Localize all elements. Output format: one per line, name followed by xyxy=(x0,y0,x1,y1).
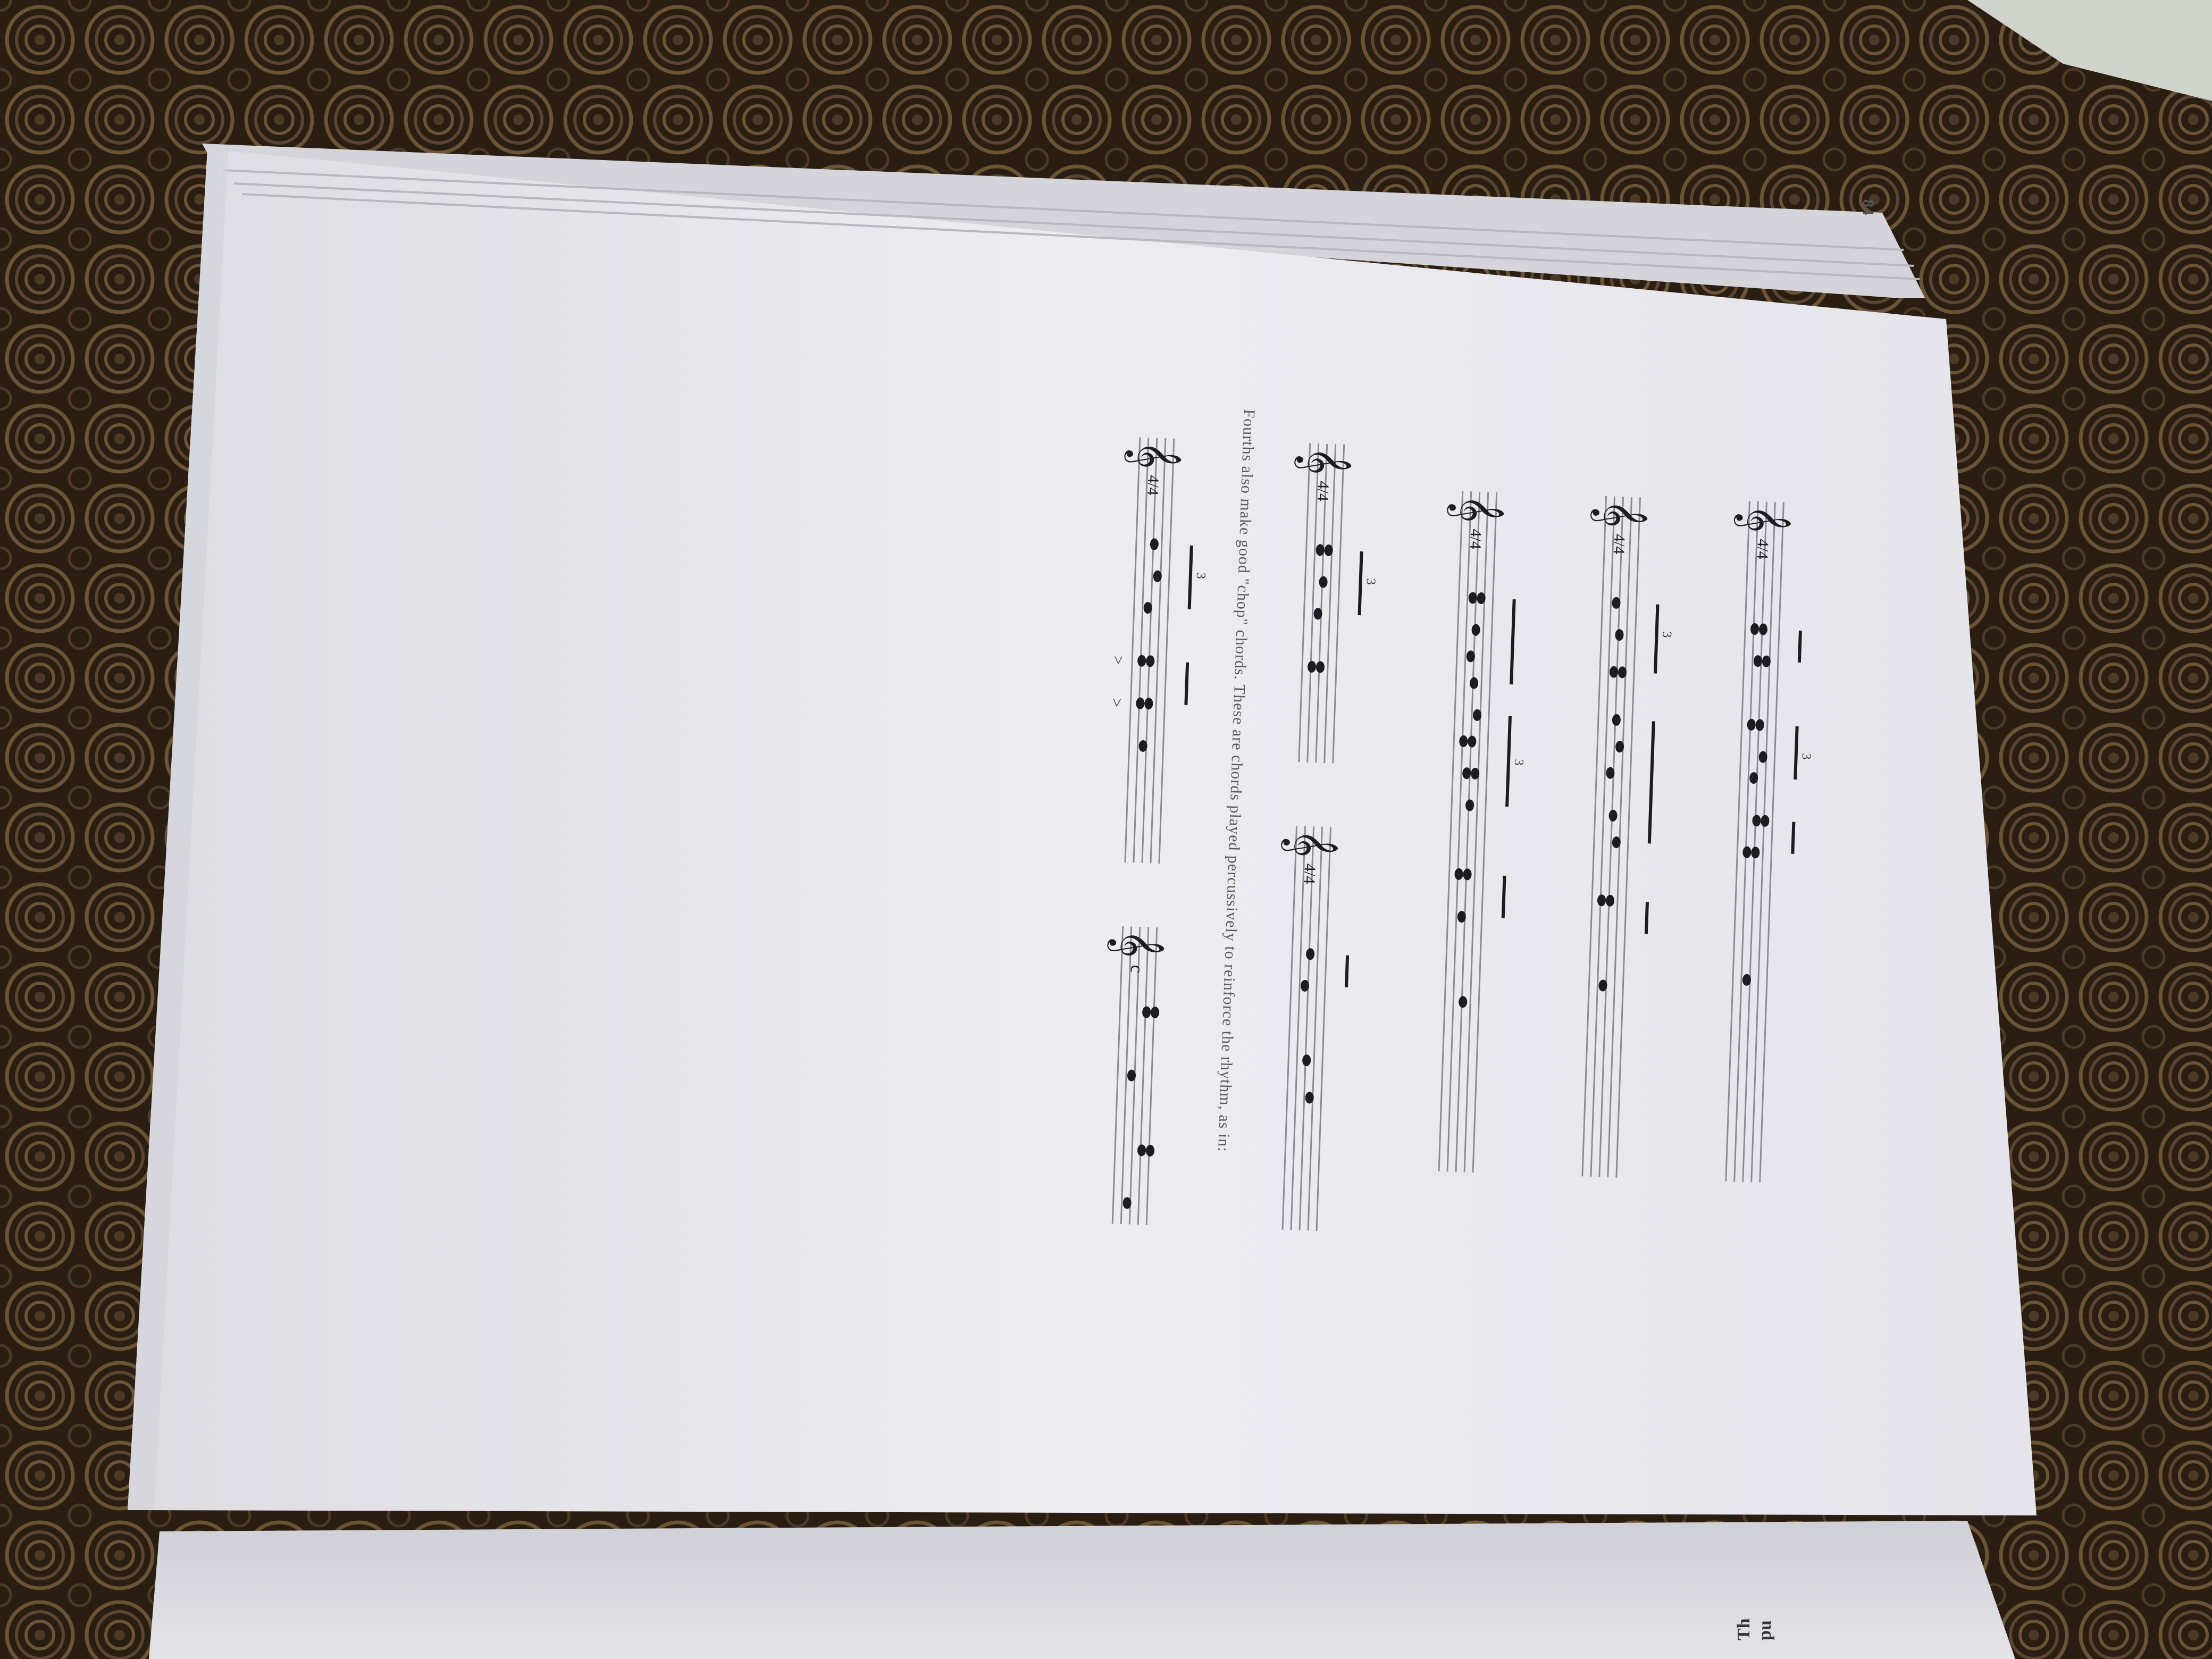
page-number: 84 xyxy=(1859,199,1878,216)
accent-mark: > xyxy=(1108,698,1126,708)
treble-clef-icon: 𝄞 xyxy=(1592,499,1649,530)
triplet-mark: 3 xyxy=(1363,578,1378,585)
treble-clef-icon: 𝄞 xyxy=(1109,929,1166,959)
accent-mark: > xyxy=(1109,655,1127,665)
treble-clef-icon: 𝄞 xyxy=(1448,493,1506,524)
time-signature: 4/4 xyxy=(1313,480,1333,502)
next-page-text-1: Th xyxy=(1734,1618,1754,1640)
treble-clef-icon: 𝄞 xyxy=(1296,446,1353,476)
triplet-mark: 3 xyxy=(1193,572,1208,580)
treble-clef-icon: 𝄞 xyxy=(1283,828,1340,859)
time-signature: 4/4 xyxy=(1753,538,1772,560)
common-time: c xyxy=(1126,965,1147,974)
treble-clef-icon: 𝄞 xyxy=(1736,504,1793,534)
time-signature: 4/4 xyxy=(1466,529,1485,550)
triplet-mark: 3 xyxy=(1511,759,1526,766)
time-signature: 4/4 xyxy=(1300,863,1319,884)
main-page xyxy=(128,149,2037,1515)
time-signature: 4/4 xyxy=(1144,474,1162,496)
triplet-mark: 3 xyxy=(1799,753,1813,760)
caption-text: Fourths also make good "chop" chords. These are chords played percussively to reinforce the rhythm, as in: xyxy=(1214,409,1258,1153)
triplet-mark: 3 xyxy=(1660,631,1674,638)
treble-clef-icon: 𝄞 xyxy=(1126,440,1183,471)
next-page-text-2: pu xyxy=(1755,1620,1775,1640)
time-signature: 4/4 xyxy=(1610,533,1629,555)
